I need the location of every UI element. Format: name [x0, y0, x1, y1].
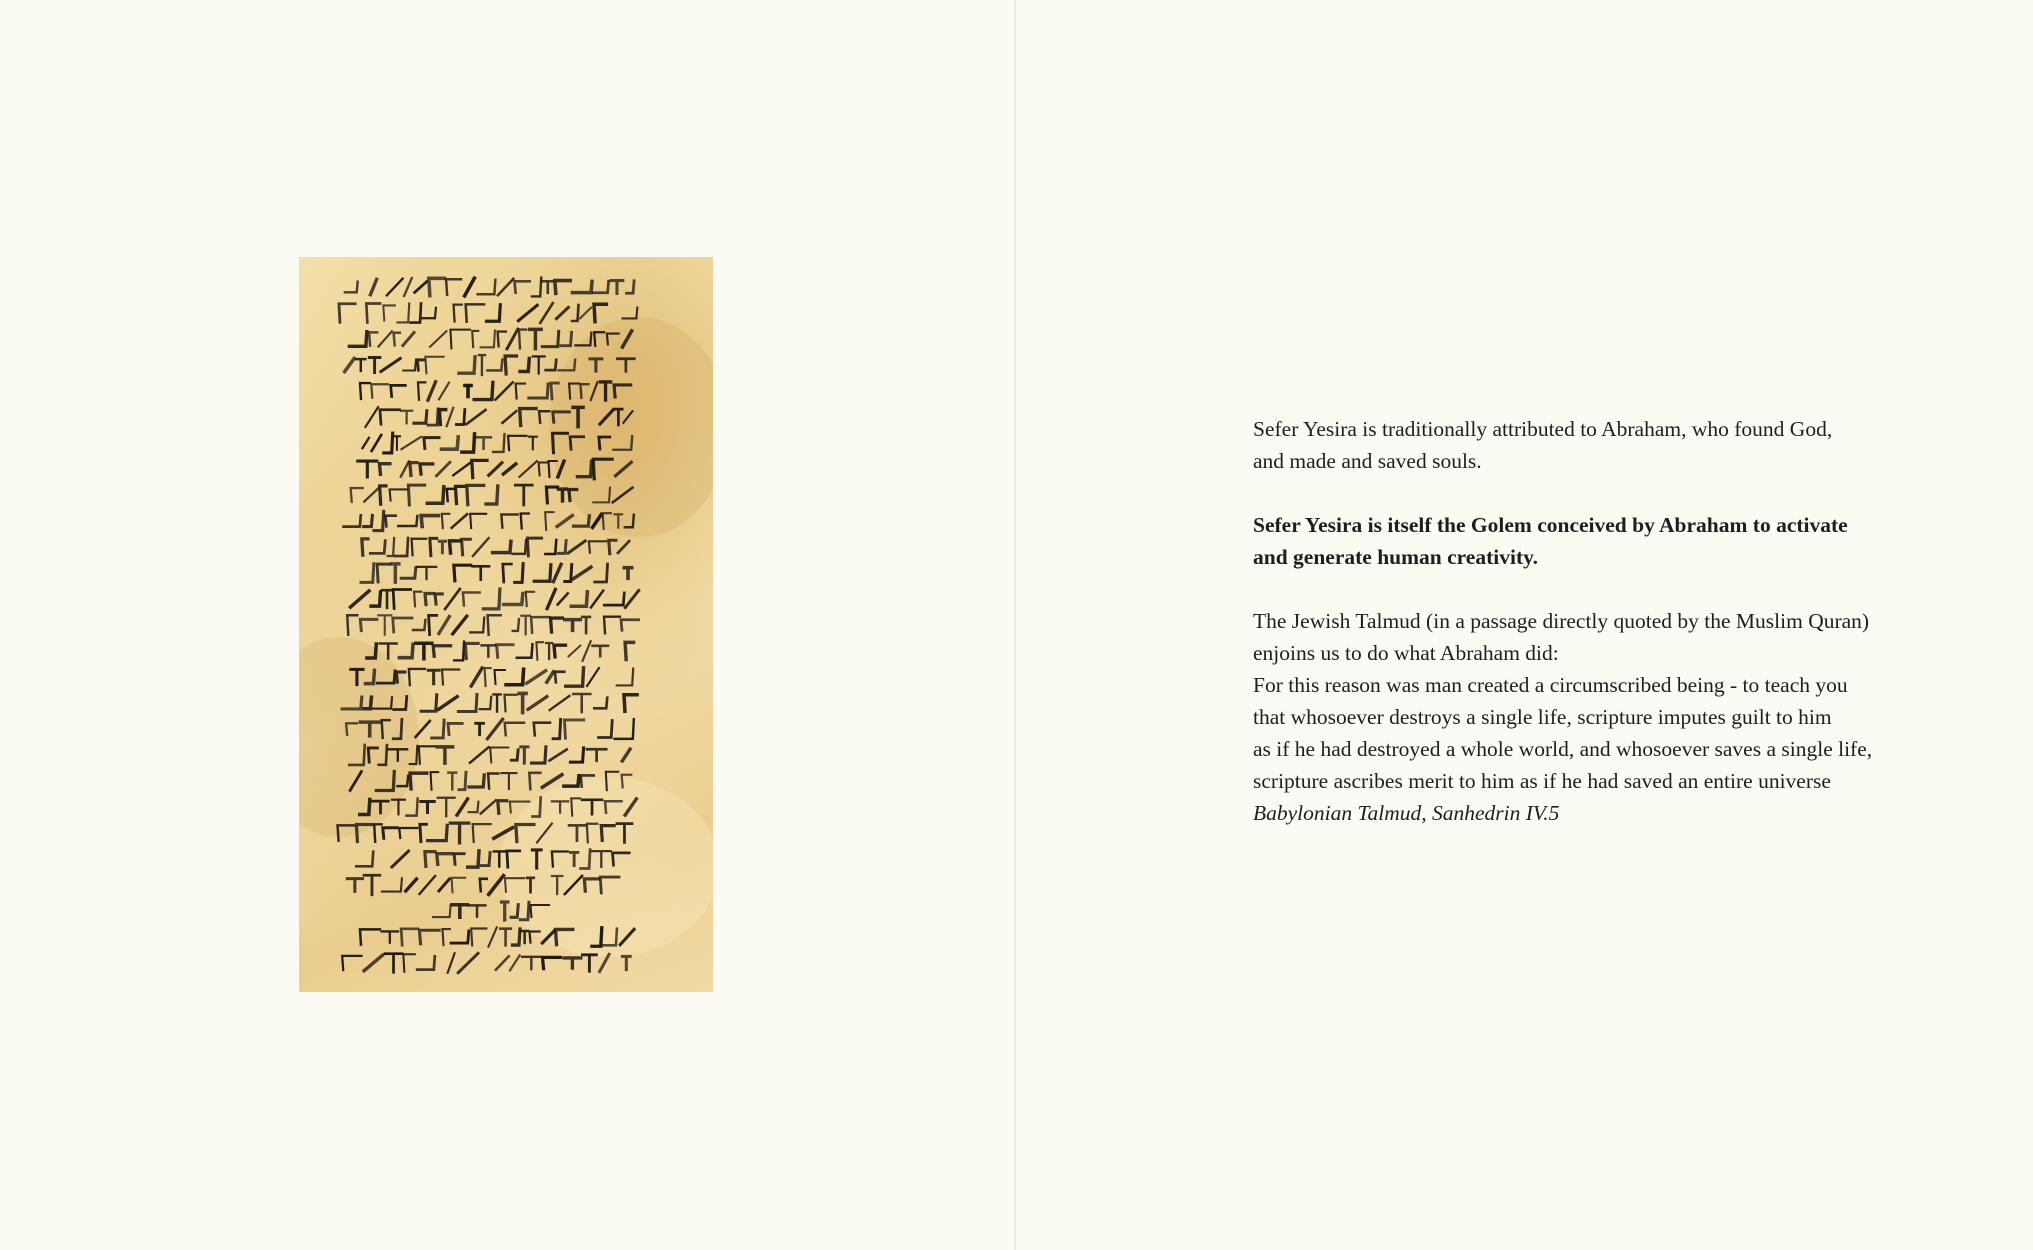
script-line: [350, 772, 631, 791]
script-line: [360, 927, 634, 946]
script-line: [347, 615, 638, 635]
paragraph-golem: [1253, 509, 1953, 573]
paragraph-talmud: [1253, 605, 1953, 829]
script-line: [339, 303, 637, 323]
text-line: Sefer Yesira is itself the Golem conceived by Abraham to activate: [1253, 513, 1848, 537]
script-line: [362, 538, 629, 556]
script-line: [346, 719, 634, 739]
text-line: enjoins us to do what Abraham did:: [1253, 641, 1559, 665]
left-page: [0, 0, 1014, 1250]
hebrew-script-lines: [299, 257, 713, 992]
script-line: [342, 953, 630, 972]
script-line: [358, 459, 632, 479]
script-line: [356, 850, 629, 869]
script-line: [347, 875, 619, 895]
script-line: [365, 407, 632, 427]
script-line: [362, 433, 632, 453]
script-line: [367, 641, 634, 661]
text-line: The Jewish Talmud (in a passage directly quoted by the Muslim Quran): [1253, 609, 1870, 633]
text-line: that whosoever destroys a single life, scripture imputes guilt to him: [1253, 705, 1832, 729]
script-line: [433, 902, 549, 920]
text-line: scripture ascribes merit to him as if he had saved an entire universe: [1253, 769, 1831, 793]
text-line: and generate human creativity.: [1253, 545, 1539, 569]
text-line: and made and saved souls.: [1253, 449, 1482, 473]
text-line: as if he had destroyed a whole world, and whosoever saves a single life,: [1253, 737, 1873, 761]
script-line: [345, 278, 634, 297]
script-line: [342, 693, 637, 712]
script-line: [349, 745, 630, 765]
script-line: [350, 589, 638, 609]
script-line: [338, 823, 632, 843]
text-block: [1253, 413, 1953, 829]
script-line: [345, 355, 635, 375]
script-line: [351, 485, 633, 505]
script-line: [360, 382, 631, 400]
text-line: Sefer Yesira is traditionally attributed to Abraham, who found God,: [1253, 417, 1833, 441]
script-line: [344, 511, 634, 530]
text-line: For this reason was man created a circumscribed being - to teach you: [1253, 673, 1848, 697]
citation: Babylonian Talmud, Sanhedrin IV.5: [1253, 801, 1560, 825]
paragraph-attribution: [1253, 413, 1953, 477]
manuscript-image: [299, 257, 713, 992]
script-line: [360, 798, 637, 817]
script-line: [361, 564, 632, 583]
script-line: [349, 329, 631, 349]
script-line: [351, 668, 633, 686]
